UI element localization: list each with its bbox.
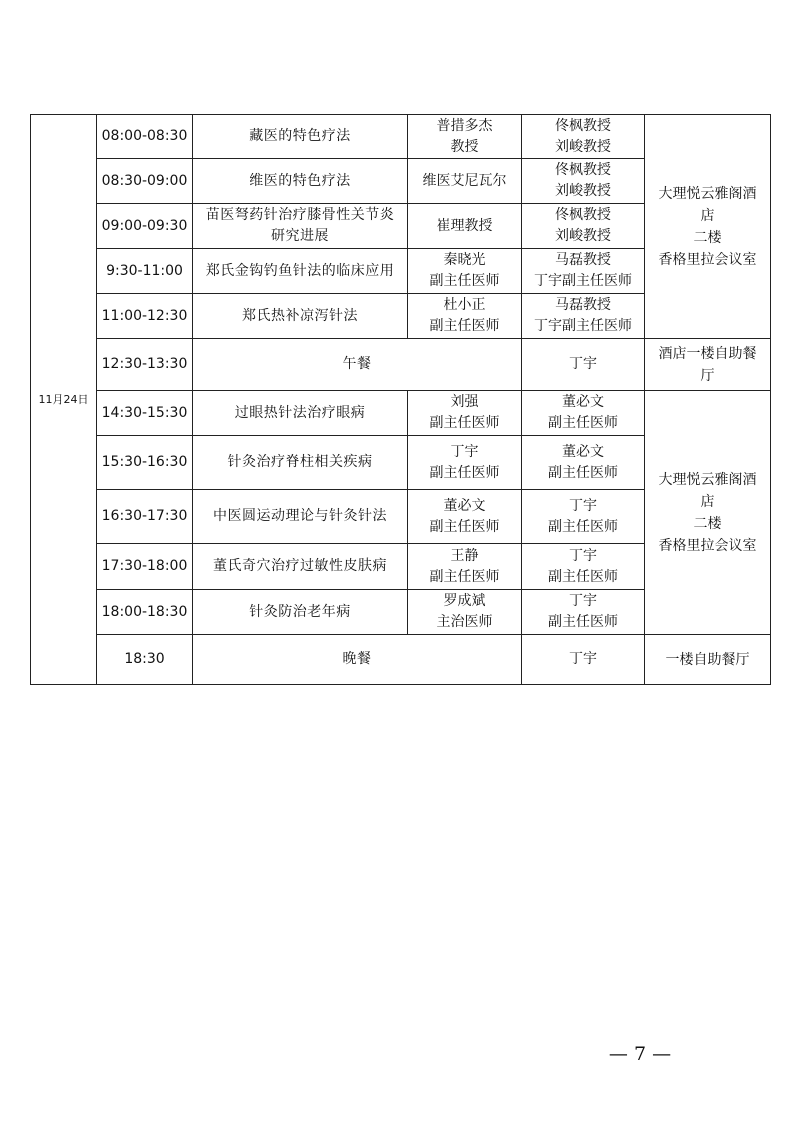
speaker-cell xyxy=(408,590,522,635)
topic-line: 苗医弩药针治疗膝骨性关节炎 xyxy=(205,207,395,223)
topic-cell xyxy=(193,204,408,249)
host-cell xyxy=(522,204,645,249)
venue-line: 店 xyxy=(700,207,715,224)
host-line: 副主任医师 xyxy=(548,415,618,431)
topic-cell: 维医的特色疗法 xyxy=(193,159,408,204)
host-line: 刘峻教授 xyxy=(555,138,611,155)
host-cell xyxy=(522,159,645,204)
time-cell: 11:00-12:30 xyxy=(97,294,193,339)
host-cell xyxy=(522,115,645,159)
venue-line: 香格里拉会议室 xyxy=(658,251,757,268)
speaker-title: 教授 xyxy=(450,138,479,155)
topic-cell: 针灸治疗脊柱相关疾病 xyxy=(193,436,408,490)
host-line: 董必文 xyxy=(562,394,604,410)
table-row xyxy=(31,635,771,685)
host-cell xyxy=(522,391,645,436)
speaker-title: 主治医师 xyxy=(436,614,493,630)
host-line: 马磊教授 xyxy=(555,297,611,313)
schedule-table xyxy=(30,114,771,685)
speaker-cell xyxy=(408,490,522,544)
venue-line: 大理悦云雅阁酒 xyxy=(658,185,757,202)
venue-line: 酒店一楼自助餐 xyxy=(658,345,757,362)
speaker-title: 副主任医师 xyxy=(429,518,500,535)
topic-line: 研究进展 xyxy=(271,228,329,244)
speaker-title: 副主任医师 xyxy=(429,464,500,481)
host-line: 丁宇 xyxy=(569,547,597,564)
venue-cell-dinner: 一楼自助餐厅 xyxy=(645,635,771,685)
host-line: 副主任医师 xyxy=(548,464,618,481)
topic-cell: 藏医的特色疗法 xyxy=(193,115,408,159)
speaker-name: 刘强 xyxy=(450,394,479,410)
time-cell: 08:00-08:30 xyxy=(97,115,193,159)
host-line: 副主任医师 xyxy=(548,518,618,535)
speaker-cell xyxy=(408,436,522,490)
topic-cell: 过眼热针法治疗眼病 xyxy=(193,391,408,436)
topic-cell: 董氏奇穴治疗过敏性皮肤病 xyxy=(193,544,408,590)
host-line: 刘峻教授 xyxy=(555,183,611,199)
speaker-name: 罗成斌 xyxy=(443,593,486,609)
venue-line: 二楼 xyxy=(693,229,722,246)
table-row xyxy=(31,339,771,391)
host-line: 佟枫教授 xyxy=(555,162,611,178)
time-cell: 18:00-18:30 xyxy=(97,590,193,635)
speaker-cell xyxy=(408,249,522,294)
host-cell xyxy=(522,490,645,544)
time-cell: 09:00-09:30 xyxy=(97,204,193,249)
host-line: 佟枫教授 xyxy=(555,117,611,134)
host-line: 丁宇 xyxy=(569,593,597,609)
speaker-cell xyxy=(408,391,522,436)
speaker-name: 秦晓光 xyxy=(443,252,486,268)
speaker-title: 副主任医师 xyxy=(429,568,500,585)
venue-line: 厅 xyxy=(700,367,715,384)
host-line: 刘峻教授 xyxy=(555,228,611,244)
speaker-name: 董必文 xyxy=(443,497,486,514)
page-number: — 7 — xyxy=(608,1043,672,1065)
speaker-title: 副主任医师 xyxy=(429,273,500,289)
date-cell: 11月24日 xyxy=(31,115,97,685)
host-line: 副主任医师 xyxy=(548,614,618,630)
host-cell xyxy=(522,590,645,635)
host-cell xyxy=(522,294,645,339)
host-line: 副主任医师 xyxy=(548,568,618,585)
host-line: 丁宇副主任医师 xyxy=(534,273,632,289)
time-cell: 18:30 xyxy=(97,635,193,685)
speaker-cell xyxy=(408,294,522,339)
host-cell: 丁宇 xyxy=(522,635,645,685)
topic-cell: 郑氏热补凉泻针法 xyxy=(193,294,408,339)
host-line: 佟枫教授 xyxy=(555,207,611,223)
host-cell xyxy=(522,544,645,590)
host-line: 马磊教授 xyxy=(555,252,611,268)
speaker-cell: 维医艾尼瓦尔 xyxy=(408,159,522,204)
time-cell: 16:30-17:30 xyxy=(97,490,193,544)
venue-line: 店 xyxy=(700,493,715,510)
time-cell: 08:30-09:00 xyxy=(97,159,193,204)
speaker-name: 普措多杰 xyxy=(436,117,493,134)
topic-cell: 晚餐 xyxy=(193,635,522,685)
venue-line: 大理悦云雅阁酒 xyxy=(658,471,757,488)
table-row xyxy=(31,391,771,436)
time-cell: 17:30-18:00 xyxy=(97,544,193,590)
host-line: 丁宇副主任医师 xyxy=(534,318,632,334)
venue-cell-lunch xyxy=(645,339,771,391)
speaker-cell: 崔理教授 xyxy=(408,204,522,249)
speaker-name: 王静 xyxy=(450,547,479,564)
host-line: 丁宇 xyxy=(569,497,597,514)
topic-cell: 针灸防治老年病 xyxy=(193,590,408,635)
host-cell xyxy=(522,436,645,490)
speaker-name: 杜小正 xyxy=(443,297,486,313)
topic-cell: 郑氏金钩钓鱼针法的临床应用 xyxy=(193,249,408,294)
speaker-cell xyxy=(408,544,522,590)
venue-cell-afternoon xyxy=(645,391,771,635)
venue-cell-morning xyxy=(645,115,771,339)
venue-line: 香格里拉会议室 xyxy=(658,537,757,554)
time-cell: 9:30-11:00 xyxy=(97,249,193,294)
speaker-name: 丁宇 xyxy=(450,443,479,460)
table-row xyxy=(31,115,771,159)
speaker-cell xyxy=(408,115,522,159)
speaker-title: 副主任医师 xyxy=(429,415,500,431)
host-line: 董必文 xyxy=(562,443,604,460)
host-cell xyxy=(522,249,645,294)
time-cell: 15:30-16:30 xyxy=(97,436,193,490)
topic-cell: 午餐 xyxy=(193,339,522,391)
topic-cell: 中医圆运动理论与针灸针法 xyxy=(193,490,408,544)
host-cell: 丁宇 xyxy=(522,339,645,391)
speaker-title: 副主任医师 xyxy=(429,318,500,334)
venue-line: 二楼 xyxy=(693,515,722,532)
time-cell: 14:30-15:30 xyxy=(97,391,193,436)
time-cell: 12:30-13:30 xyxy=(97,339,193,391)
